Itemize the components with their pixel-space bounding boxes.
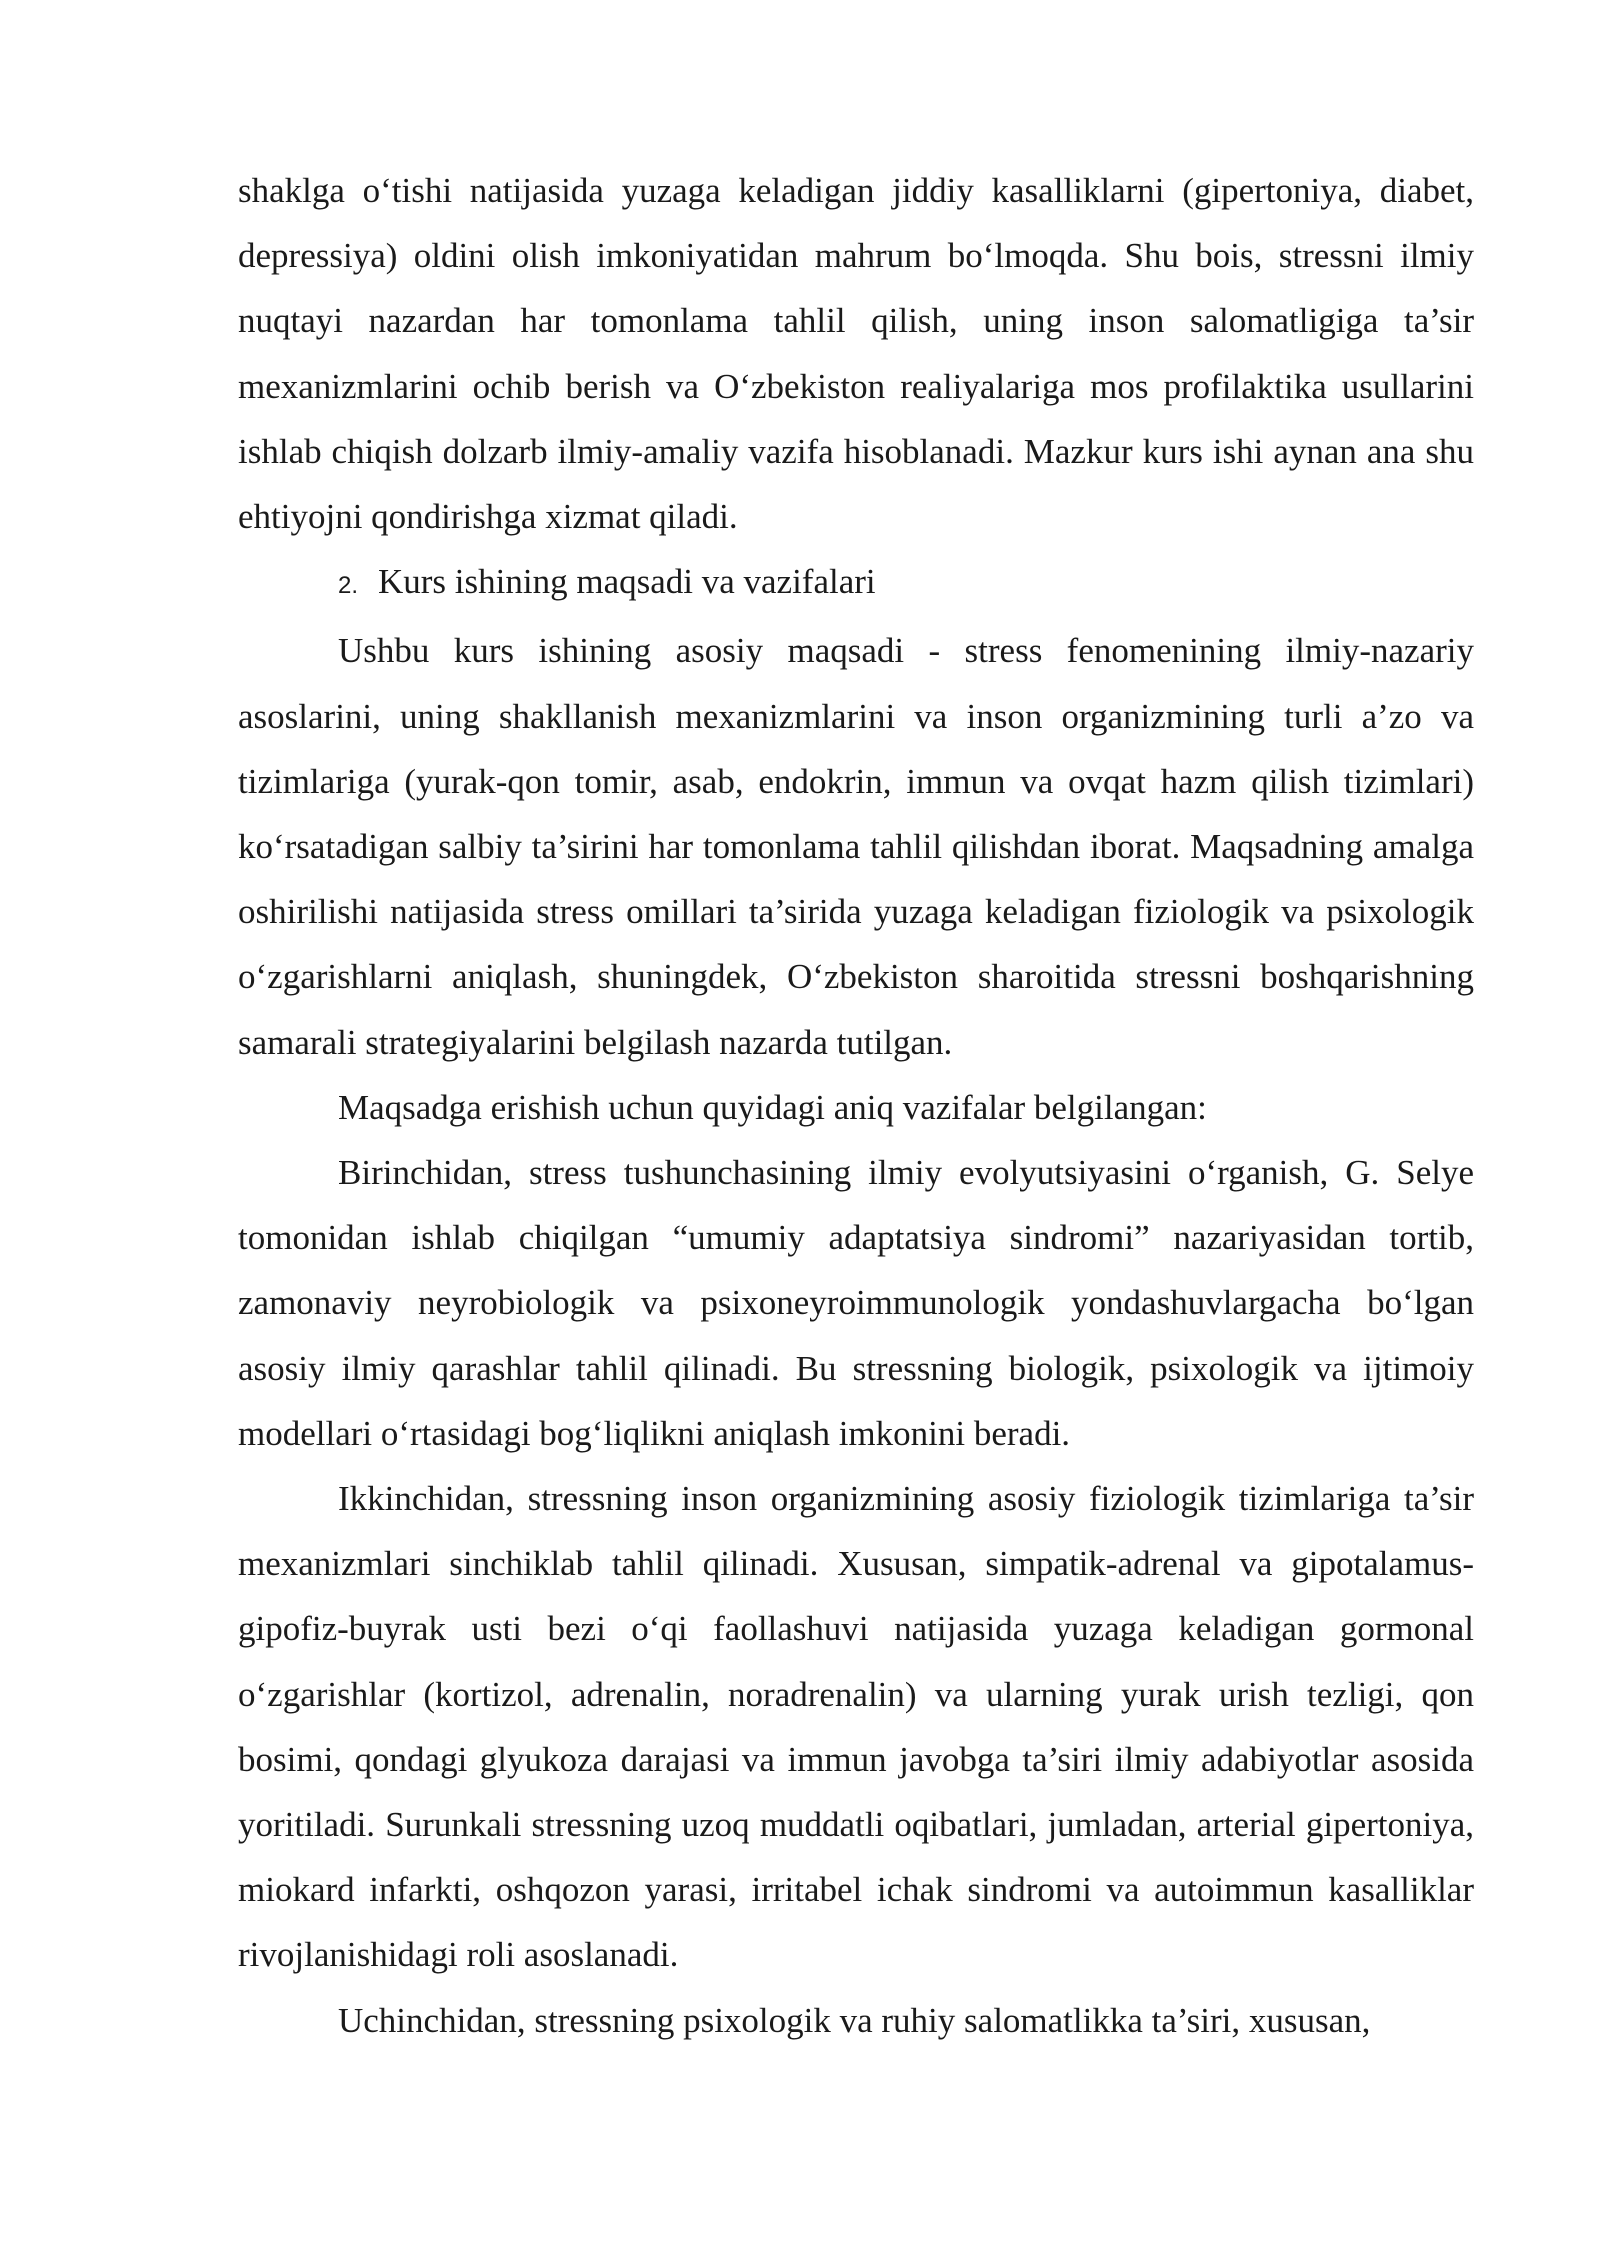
paragraph-continuation: shaklga o‘tishi natijasida yuzaga keladigan jiddiy kasalliklarni (gipertoniya, diabet, depressiya) oldini olish imkoniyatidan mahrum bo‘lmoqda. Shu bois, stressni ilmiy nuqtayi nazardan har tomonlama tahlil qilish, uning inson salomatligiga ta’sir mexanizmlarini ochib berish va O‘zbekiston realiyalariga mos profilaktika usullarini ishlab chiqish dolzarb ilmiy-amaliy vazifa hisoblanadi. Mazkur kurs ishi aynan ana shu ehtiyojni qondirishga xizmat qiladi. (238, 171, 1474, 537)
section-heading (238, 549, 1474, 618)
paragraph-second-task: Ikkinchidan, stressning inson organizmining asosiy fiziologik tizimlariga ta’sir mexanizmlari sinchiklab tahlil qilinadi. Xususan, simpatik-adrenal va gipotalamus-gipofiz-buyrak usti bezi o‘qi faollashuvi natijasida yuzaga keladigan gormonal o‘zgarishlar (kortizol, adrenalin, noradrenalin) va ularning yurak urish tezligi, qon bosimi, qondagi glyukoza darajasi va immun javobga ta’siri ilmiy adabiyotlar asosida yoritiladi. Surunkali stressning uzoq muddatli oqibatlari, jumladan, arterial gipertoniya, miokard infarkti, oshqozon yarasi, irritabel ichak sindromi va autoimmun kasalliklar rivojlanishidagi roli asoslanadi. (238, 1479, 1474, 1975)
paragraph-third-task: Uchinchidan, stressning psixologik va ruhiy salomatlikka ta’siri, xususan, (338, 2000, 1371, 2040)
paragraph-tasks-intro: Maqsadga erishish uchun quyidagi aniq vazifalar belgilangan: (338, 1087, 1207, 1127)
paragraph-goal: Ushbu kurs ishining asosiy maqsadi - stress fenomenining ilmiy-nazariy asoslarini, uning shakllanish mexanizmlarini va inson organizmining turli a’zo va tizimlariga (yurak-qon tomir, asab, endokrin, immun va ovqat hazm qilish tizimlari) ko‘rsatadigan salbiy ta’sirini har tomonlama tahlil qilishdan iborat. Maqsadning amalga oshirilishi natijasida stress omillari ta’sirida yuzaga keladigan fiziologik va psixologik o‘zgarishlarni aniqlash, shuningdek, O‘zbekiston sharoitida stressni boshqarishning samarali strategiyalarini belgilash nazarda tutilgan. (238, 631, 1474, 1062)
section-number: 2. (338, 572, 359, 600)
paragraph-first-task: Birinchidan, stress tushunchasining ilmiy evolyutsiyasini o‘rganish, G. Selye tomonidan ishlab chiqilgan “umumiy adaptatsiya sindromi” nazariyasidan tortib, zamonaviy neyrobiologik va psixoneyroimmunologik yondashuvlargacha bo‘lgan asosiy ilmiy qarashlar tahlil qilinadi. Bu stressning biologik, psixologik va ijtimoiy modellari o‘rtasidagi bog‘liqlikni aniqlash imkonini beradi. (238, 1153, 1474, 1453)
document-body (238, 158, 1474, 2053)
section-title: Kurs ishining maqsadi va vazifalari (378, 562, 876, 602)
